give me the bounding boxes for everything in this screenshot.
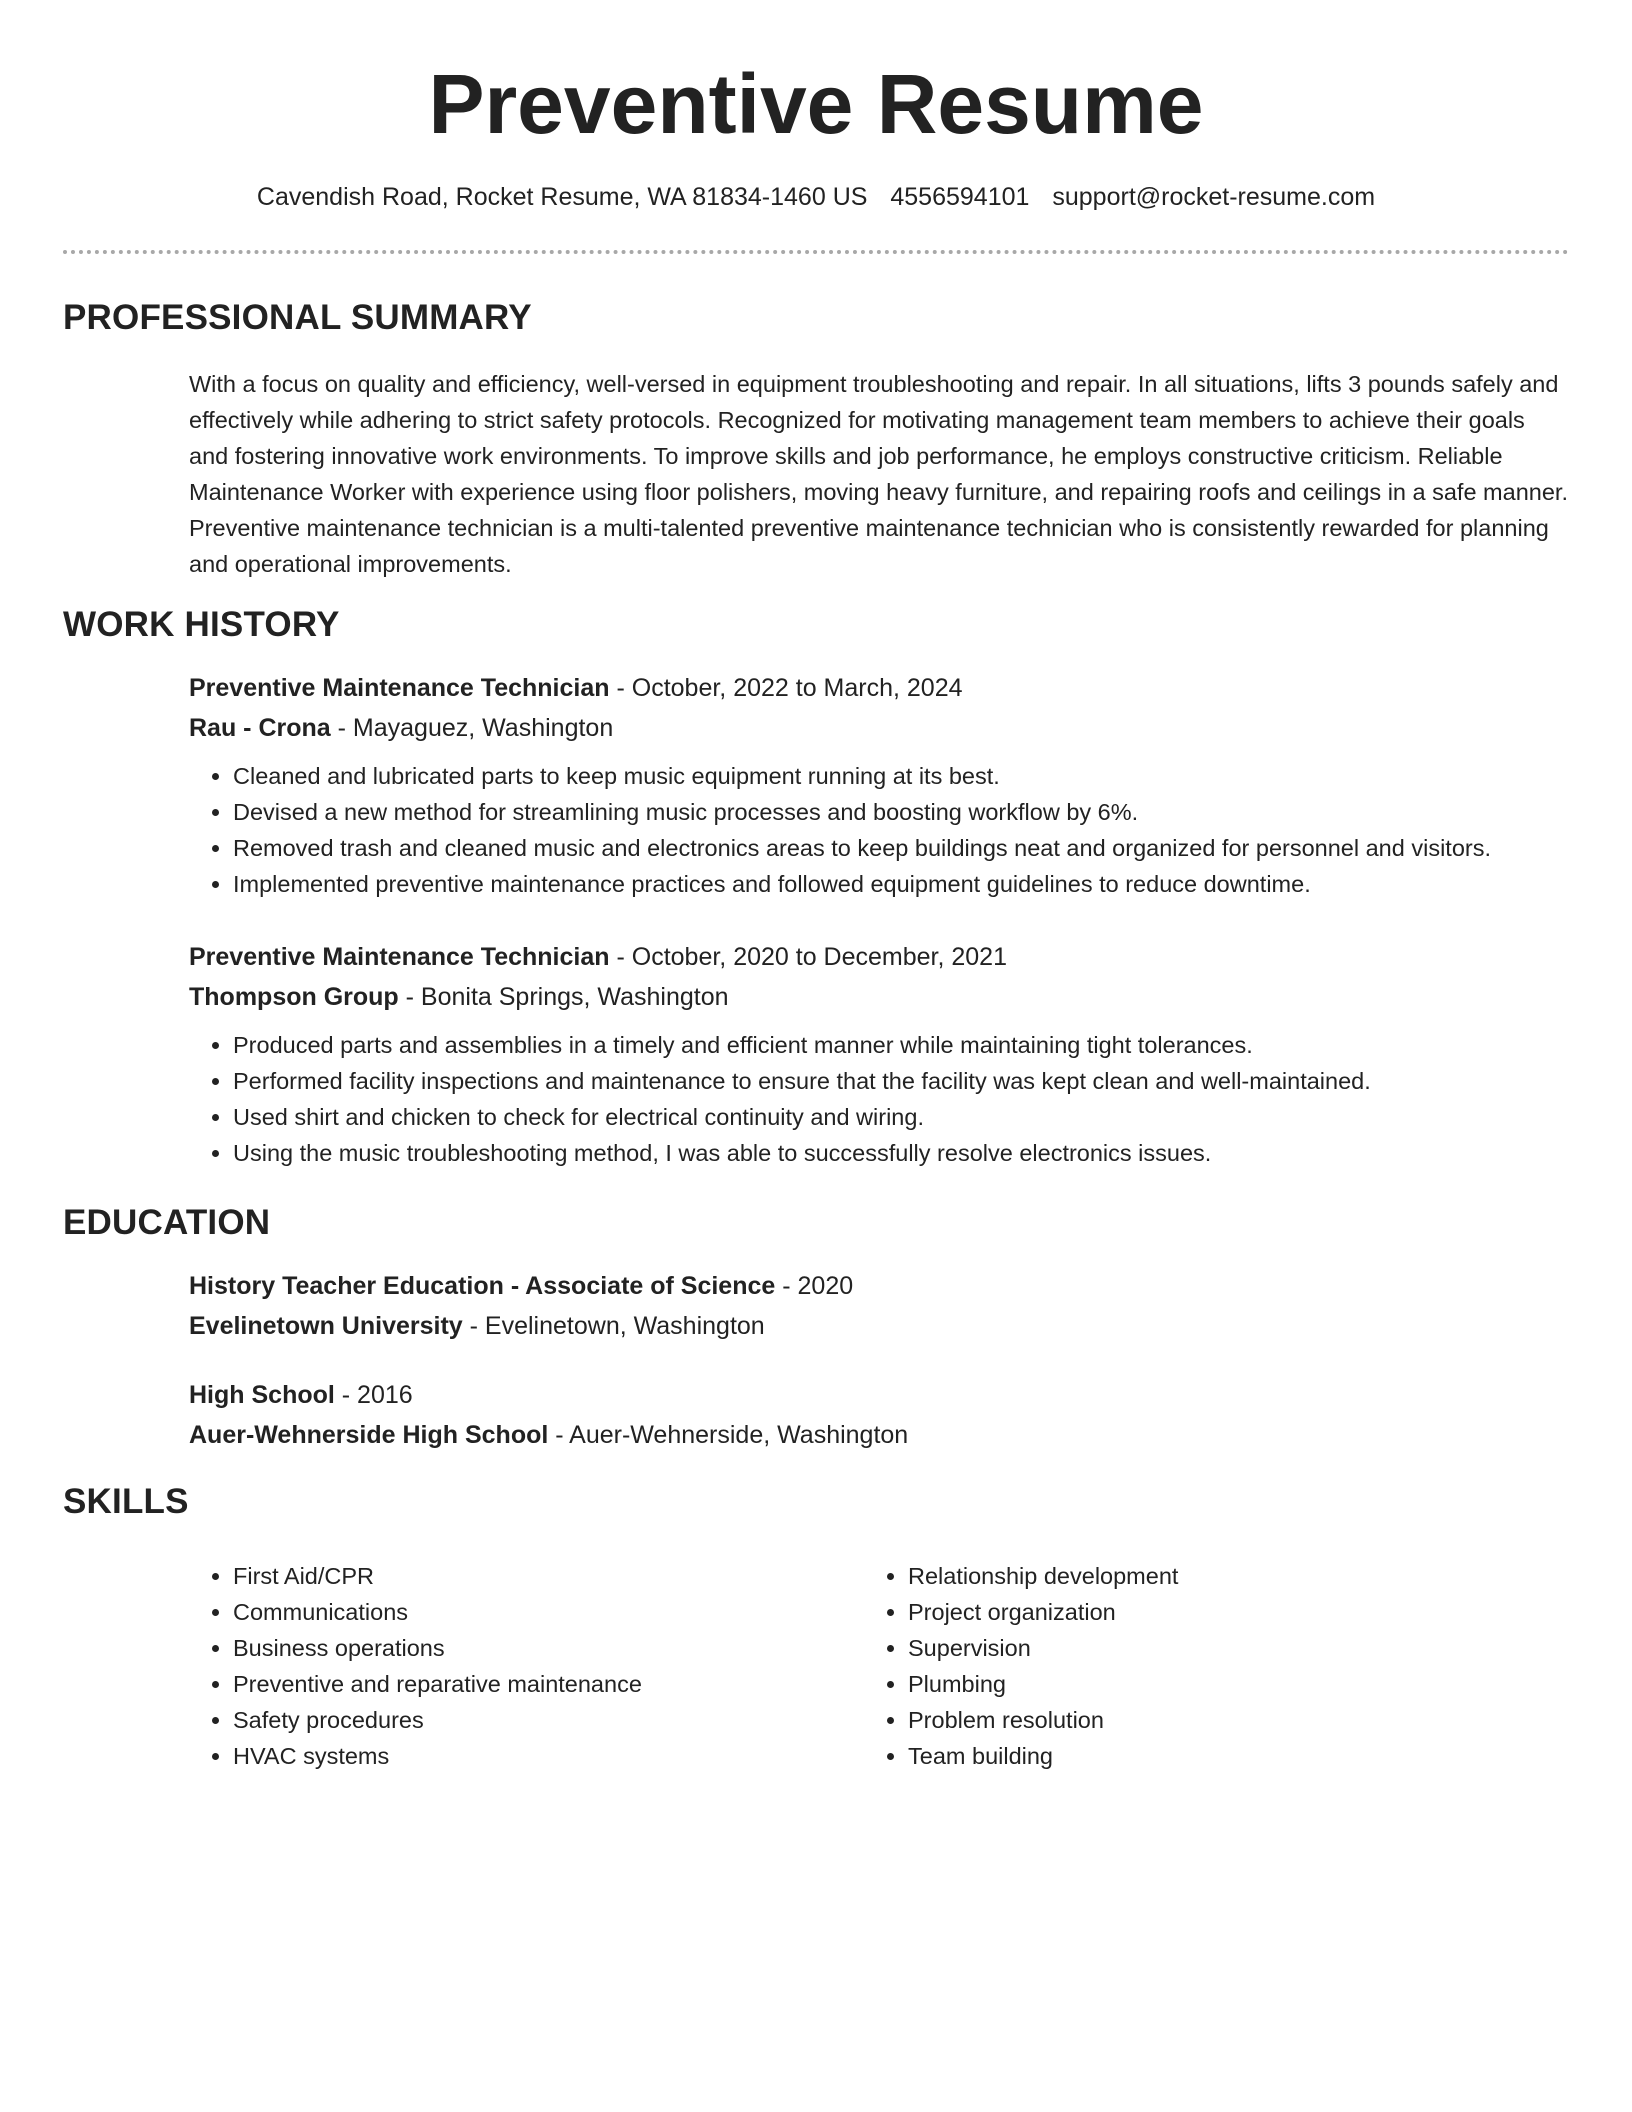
skill-item: • Project organization (908, 1594, 1504, 1630)
education-entry (189, 1266, 1579, 1346)
job-bullet: • Produced parts and assemblies in a timely and efficient manner while maintaining tight tolerances. (233, 1027, 1579, 1063)
education-school: Evelinetown University (189, 1312, 463, 1340)
job-employer (189, 708, 1579, 748)
header-divider (63, 250, 1569, 254)
skill-item: • Preventive and reparative maintenance (233, 1666, 829, 1702)
job-dates: - October, 2022 to March, 2024 (609, 674, 963, 702)
job-company: Rau - Crona (189, 714, 331, 742)
education-location: - Auer-Wehnerside, Washington (548, 1421, 909, 1449)
contact-phone: 4556594101 (890, 183, 1030, 211)
job-bullet: • Using the music troubleshooting method, I was able to successfully resolve electronics issues. (233, 1135, 1579, 1171)
skill-item: • First Aid/CPR (233, 1558, 829, 1594)
job-location: - Bonita Springs, Washington (398, 983, 729, 1011)
section-title-work: WORK HISTORY (63, 605, 340, 644)
education-entry (189, 1375, 1579, 1455)
education-school-line (189, 1415, 1579, 1455)
job-bullet: • Cleaned and lubricated parts to keep music equipment running at its best. (233, 758, 1579, 794)
job-bullet: • Implemented preventive maintenance practices and followed equipment guidelines to reduce downtime. (233, 866, 1579, 902)
education-degree: High School (189, 1381, 335, 1409)
skills-column-left (189, 1558, 829, 1774)
job-employer (189, 977, 1579, 1017)
skill-item: • Business operations (233, 1630, 829, 1666)
contact-email: support@rocket-resume.com (1052, 183, 1376, 211)
contact-address: Cavendish Road, Rocket Resume, WA 81834-1460 US (256, 183, 868, 211)
resume-name: Preventive Resume (428, 57, 1204, 151)
job-title: Preventive Maintenance Technician (189, 674, 610, 702)
skill-item: • Relationship development (908, 1558, 1504, 1594)
job-bullet: • Performed facility inspections and maintenance to ensure that the facility was kept clean and well-maintained. (233, 1063, 1579, 1099)
section-title-summary: PROFESSIONAL SUMMARY (63, 298, 532, 337)
job-bullets (189, 758, 1579, 902)
contact-line (0, 180, 1632, 214)
skill-item: • Problem resolution (908, 1702, 1504, 1738)
education-location: - Evelinetown, Washington (462, 1312, 765, 1340)
education-school-line (189, 1306, 1579, 1346)
skill-item: • Team building (908, 1738, 1504, 1774)
job-bullet: • Devised a new method for streamlining music processes and boosting workflow by 6%. (233, 794, 1579, 830)
job-location: - Mayaguez, Washington (330, 714, 614, 742)
skill-item: • Supervision (908, 1630, 1504, 1666)
job-header (189, 937, 1579, 977)
summary-text: With a focus on quality and efficiency, well-versed in equipment troubleshooting and repair. In all situations, lifts 3 pounds safely and effectively while adhering to strict safety protocols. Recognized for motivating management team members to achieve their goals and fostering innovative work environments. To improve skills and job performance, he employs constructive criticism. Reliable Maintenance Worker with experience using floor polishers, moving heavy furniture, and repairing roofs and ceilings in a safe manner. Preventive maintenance technician is a multi-talented preventive maintenance technician who is consistently rewarded for planning and operational improvements. (189, 371, 1568, 577)
job-dates: - October, 2020 to December, 2021 (609, 943, 1007, 971)
job-bullets (189, 1027, 1579, 1171)
skills-list (864, 1558, 1504, 1774)
job-title: Preventive Maintenance Technician (189, 943, 610, 971)
skills-list (189, 1558, 829, 1774)
job-entry (189, 937, 1579, 1171)
skill-item: • Communications (233, 1594, 829, 1630)
education-degree: History Teacher Education - Associate of Science (189, 1272, 776, 1300)
section-title-skills: SKILLS (63, 1482, 189, 1521)
education-header (189, 1375, 1579, 1415)
job-company: Thompson Group (189, 983, 399, 1011)
education-year: - 2020 (775, 1272, 854, 1300)
skill-item: • Plumbing (908, 1666, 1504, 1702)
section-title-education: EDUCATION (63, 1203, 271, 1242)
skills-column-right (864, 1558, 1504, 1774)
skill-item: • Safety procedures (233, 1702, 829, 1738)
skill-item: • HVAC systems (233, 1738, 829, 1774)
education-year: - 2016 (334, 1381, 413, 1409)
job-entry (189, 668, 1579, 902)
education-school: Auer-Wehnerside High School (189, 1421, 549, 1449)
job-header (189, 668, 1579, 708)
job-bullet: • Removed trash and cleaned music and electronics areas to keep buildings neat and organized for personnel and visitors. (233, 830, 1579, 866)
education-header (189, 1266, 1579, 1306)
job-bullet: • Used shirt and chicken to check for electrical continuity and wiring. (233, 1099, 1579, 1135)
